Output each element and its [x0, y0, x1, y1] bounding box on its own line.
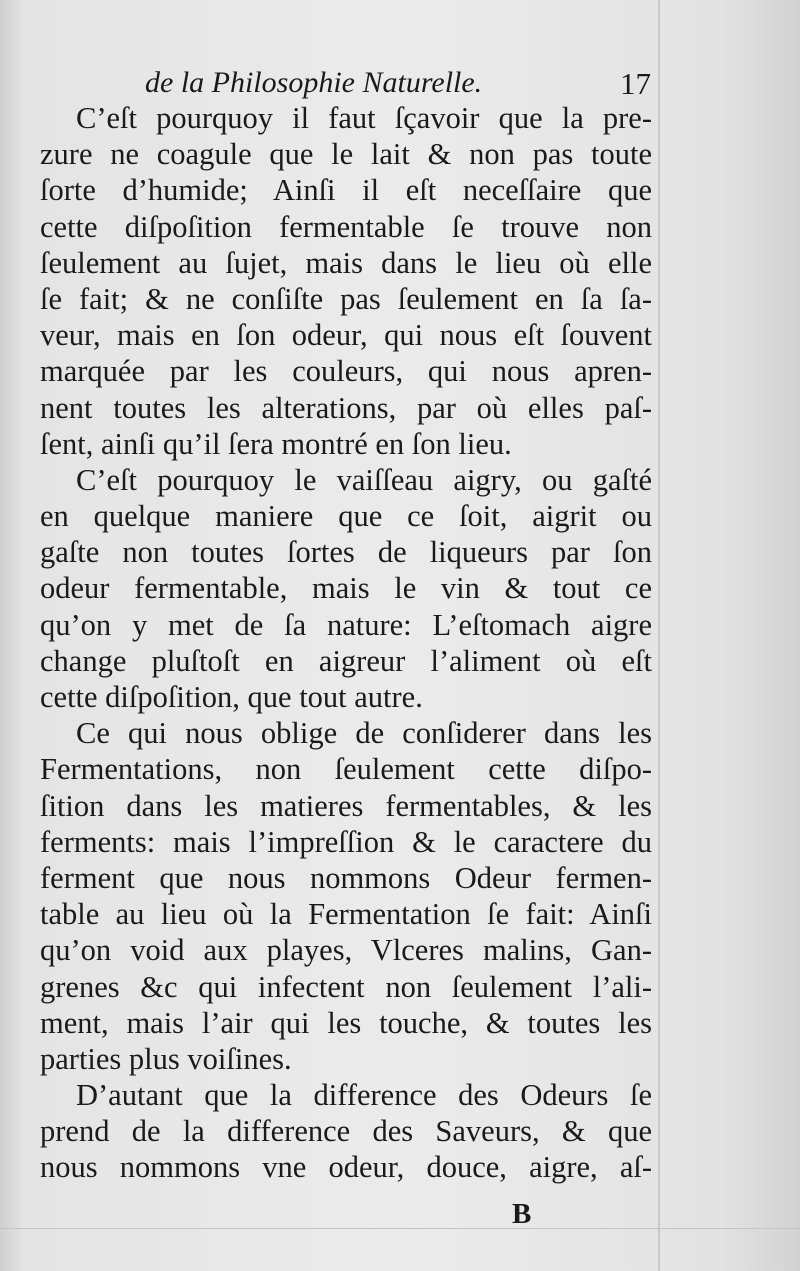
paragraph — [40, 715, 652, 1077]
signature-mark: B — [512, 1198, 532, 1230]
text-line: Ce qui nous oblige de conſiderer dans les — [76, 716, 652, 751]
text-line: table au lieu où la Fermentation ſe fait: Ainſi — [40, 897, 652, 932]
body-text — [40, 100, 652, 1186]
paragraph — [40, 1077, 652, 1186]
page-header — [145, 62, 655, 102]
text-line: gaſte non toutes ſortes de liqueurs par ſon — [40, 535, 652, 570]
paragraph — [40, 100, 652, 462]
text-line: Fermentations, non ſeulement cette diſpo- — [40, 752, 652, 787]
text-line: ſent, ainſi qu’il ſera montré en ſon lieu. — [40, 426, 512, 461]
text-line: cette diſpoſition, que tout autre. — [40, 680, 423, 714]
text-line: grenes &c qui infectent non ſeulement l’ali- — [40, 969, 652, 1004]
text-line: nous nommons vne odeur, douce, aigre, aſ- — [40, 1150, 652, 1185]
text-line: ſeulement au ſujet, mais dans le lieu où elle — [40, 245, 652, 280]
text-line: qu’on y met de ſa nature: L’eſtomach aigre — [40, 607, 652, 642]
text-line: change pluſtoſt en aigreur l’aliment où eſt — [40, 643, 652, 678]
text-line: odeur fermentable, mais le vin & tout ce — [40, 571, 652, 606]
text-line: ſorte d’humide; Ainſi il eſt neceſſaire que — [40, 173, 652, 208]
text-line: C’eſt pourquoy il faut ſçavoir que la pre- — [76, 101, 652, 135]
text-line: ferments: mais l’impreſſion & le caractere du — [40, 824, 652, 859]
page-number: 17 — [620, 66, 651, 101]
text-line: en quelque maniere que ce ſoit, aigrit ou — [40, 499, 652, 534]
text-line: qu’on void aux playes, Vlceres malins, Gan- — [40, 933, 652, 968]
text-line: C’eſt pourquoy le vaiſſeau aigry, ou gaſté — [76, 462, 652, 497]
text-line: ſe fait; & ne conſiſte pas ſeulement en ſa ſa- — [40, 281, 652, 316]
text-line: veur, mais en ſon odeur, qui nous eſt ſouvent — [40, 318, 652, 353]
text-line: prend de la difference des Saveurs, & que — [40, 1114, 652, 1149]
text-line: zure ne coagule que le lait & non pas toute — [40, 137, 652, 172]
text-line: cette diſpoſition fermentable ſe trouve non — [40, 209, 652, 244]
running-title: de la Philosophie Naturelle. — [145, 66, 483, 99]
paragraph — [40, 462, 652, 715]
text-line: ment, mais l’air qui les touche, & toutes les — [40, 1005, 652, 1040]
text-line: nent toutes les alterations, par où elles paſ- — [40, 390, 652, 425]
bottom-edge-line — [0, 1228, 800, 1229]
page-edge-line — [658, 0, 660, 1271]
text-line: D’autant que la difference des Odeurs ſe — [76, 1078, 652, 1113]
text-line: ferment que nous nommons Odeur fermen- — [40, 860, 652, 895]
text-line: ſition dans les matieres fermentables, & les — [40, 788, 652, 823]
text-line: marquée par les couleurs, qui nous apren- — [40, 354, 652, 389]
text-line: parties plus voiſines. — [40, 1041, 292, 1076]
